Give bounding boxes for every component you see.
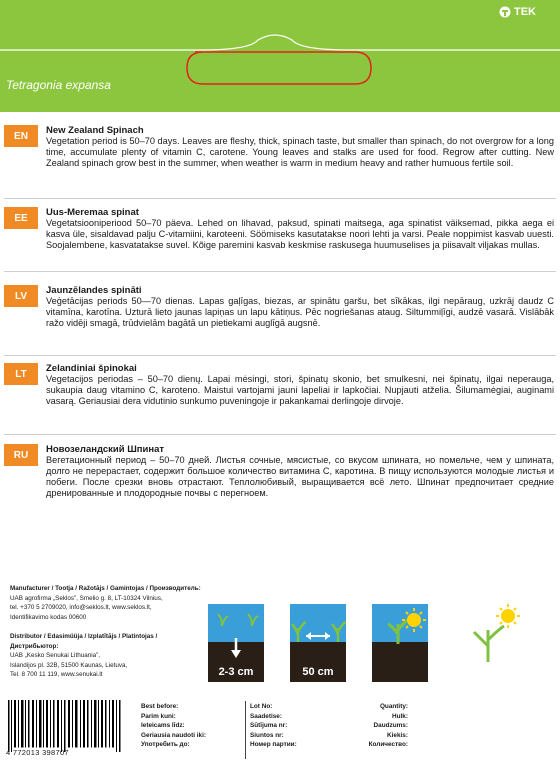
distributor-line: Tel. 8 700 11 119, www.senukai.lt: [10, 671, 103, 679]
sowing-depth-label: 2-3 cm: [218, 666, 254, 678]
section-ee: [0, 207, 560, 267]
manufacturer-header: Manufacturer / Tootja / Ražotājs / Gamintojas / Производитель:: [10, 585, 201, 592]
sun-plant-icon: [372, 604, 428, 682]
manufacturer-info: [10, 584, 206, 622]
section-title-en: New Zealand Spinach: [46, 125, 144, 136]
section-text-ru: Вегетационный период – 50–70 дней. Листья сочные, мясистые, со вкусом шпината, но помельче, чем у шпината, долго не перерастает, содержит большое количество витамина С, каротина. В пищу используются молодые листья и побеги. После срезки вновь отрастают. Теплолюбивый, выращивается всё лето. Шпинат предпочитает средние дренированные и плодородные почвы с перегноем.: [46, 455, 554, 498]
language-badge-lt: LT: [4, 363, 38, 385]
manufacturer-line: UAB agrofirma „Seklos”, Smelio g. 8, LT-10324 Vilnius,: [10, 594, 163, 602]
separator: [4, 355, 556, 356]
section-text-en: Vegetation period is 50–70 days. Leaves are fleshy, thick, spinach taste, but smaller than spinach, do not overgrow for a long time, accumulate plenty of vitamin C, carotene. Young leaves and stalks are used for food. Regrow after cutting. New Zealand spinach grow best in the summer, when weather is warm in medium heavy and rather humuous fertile soil.: [46, 136, 554, 168]
section-text-lv: Veģetācijas periods 50—70 dienas. Lapas gaļīgas, biezas, ar spinātu garšu, bet sīkākas, ilgi nepāraug, uzkrāj daudz C vitamīna, karotīna. Uzturā lieto jaunas lapiņas un lapu kātiņus. Pēc nogriešanas ataug. Siltummiļīgi, audzē vasarā. Vislābāk ražo vidēji smagā, trūdvielām bagātā un pietiekami auglīgā augsnē.: [46, 296, 554, 328]
field-label: Lot No:: [250, 703, 273, 710]
field-label: Hulk:: [392, 712, 408, 720]
language-badge-en: EN: [4, 125, 38, 147]
section-text-lt: Vegetacijos periodas – 50–70 dienų. Lapai mėsingi, stori, špinatų skonio, bet smulkesni, nei špinatų, ilgai neperauga, sukaupia daug vitamino C, karoteno. Maistui vartojami jauni lapeliai ir lapkočiai. Nupjauti atželia. Šilumamėgiai, auginami vasarą. Geriausiai dera vidutinio sunkumo puveningoje ir pakankamai derlingoje dirvoje.: [46, 374, 554, 406]
distributor-line: Islandijos pl. 32B, 51500 Kaunas, Lietuva,: [10, 661, 128, 669]
section-lt: [0, 363, 560, 423]
field-label: Quantity:: [379, 703, 408, 710]
section-lv: [0, 285, 560, 345]
brand-name: TEK: [514, 6, 536, 18]
language-badge-ru: RU: [4, 444, 38, 466]
separator: [4, 434, 556, 435]
plant-spacing-label: 50 cm: [302, 666, 334, 678]
section-title-lv: Jaunzēlandes spināti: [46, 285, 142, 296]
section-title-ru: Новозеландский Шпинат: [46, 444, 165, 455]
field-label: Parim kuni:: [141, 712, 176, 720]
field-label: Номер партии:: [250, 741, 297, 749]
language-badge-lv: LV: [4, 285, 38, 307]
field-label: Geriausia naudoti iki:: [141, 731, 206, 739]
field-label: Ieteicams līdz:: [141, 722, 185, 730]
field-label: Siuntos nr:: [250, 731, 284, 739]
tek-logo-icon: [499, 6, 511, 18]
section-title-lt: Zelandiniai špinokai: [46, 363, 137, 374]
field-label: Daudzums:: [373, 722, 408, 730]
field-label: Количество:: [368, 741, 408, 749]
harvest-icon: [462, 600, 532, 670]
lot-fields: [250, 702, 297, 750]
plant-spacing-tile: [290, 604, 346, 682]
distributor-line: UAB „Kesko Senukai Lithuania”,: [10, 652, 100, 660]
barcode-number: 4 772013 398707: [6, 748, 69, 757]
field-divider: [245, 701, 246, 759]
manufacturer-line: Identifikavimo kodas 00600: [10, 613, 87, 621]
distributor-info: [10, 632, 206, 680]
latin-name: Tetragonia expansa: [6, 78, 111, 92]
section-ru: [0, 444, 560, 524]
field-label: Употребить до:: [141, 741, 190, 749]
date-fields: [141, 702, 206, 750]
section-title-ee: Uus-Meremaa spinat: [46, 207, 139, 218]
sowing-depth-tile: [208, 604, 264, 682]
quantity-fields: [336, 702, 408, 750]
separator: [4, 271, 556, 272]
separator: [4, 198, 556, 199]
section-text-ee: Vegetatsiooniperiood 50–70 päeva. Lehed on lihavad, paksud, spinati maitsega, aga spinatist väiksemad, pikka aega ei kasva üle, sisaldavad palju C-vitamiini, karoteeni. Söömiseks kasutatakse noori lehti ja varsi. Peale noppimist kasvab uuesti. Soojalembene, kasvatatakse suvel. Kõige paremini kasvab keskmise raskusega huumuselises ja piisavalt viljakas mullas.: [46, 218, 554, 250]
field-label: Saadetise:: [250, 712, 282, 720]
language-badge-ee: EE: [4, 207, 38, 229]
distributor-header: Distributor / Edasimüüja / Izplatītājs / Platintojas / Дистрибьютор:: [10, 633, 158, 650]
field-label: Kiekis:: [387, 731, 408, 739]
manufacturer-line: tel. +370 5 2709020, info@seklos.lt, www.seklos.lt,: [10, 604, 152, 612]
growth-stage-tile: [372, 604, 428, 682]
section-en: [0, 125, 560, 185]
brand-logo: [499, 6, 536, 18]
field-label: Sūtījuma nr:: [250, 722, 288, 730]
header-band: [0, 0, 560, 112]
barcode-icon: [6, 700, 126, 752]
field-label: Best before:: [141, 703, 179, 710]
